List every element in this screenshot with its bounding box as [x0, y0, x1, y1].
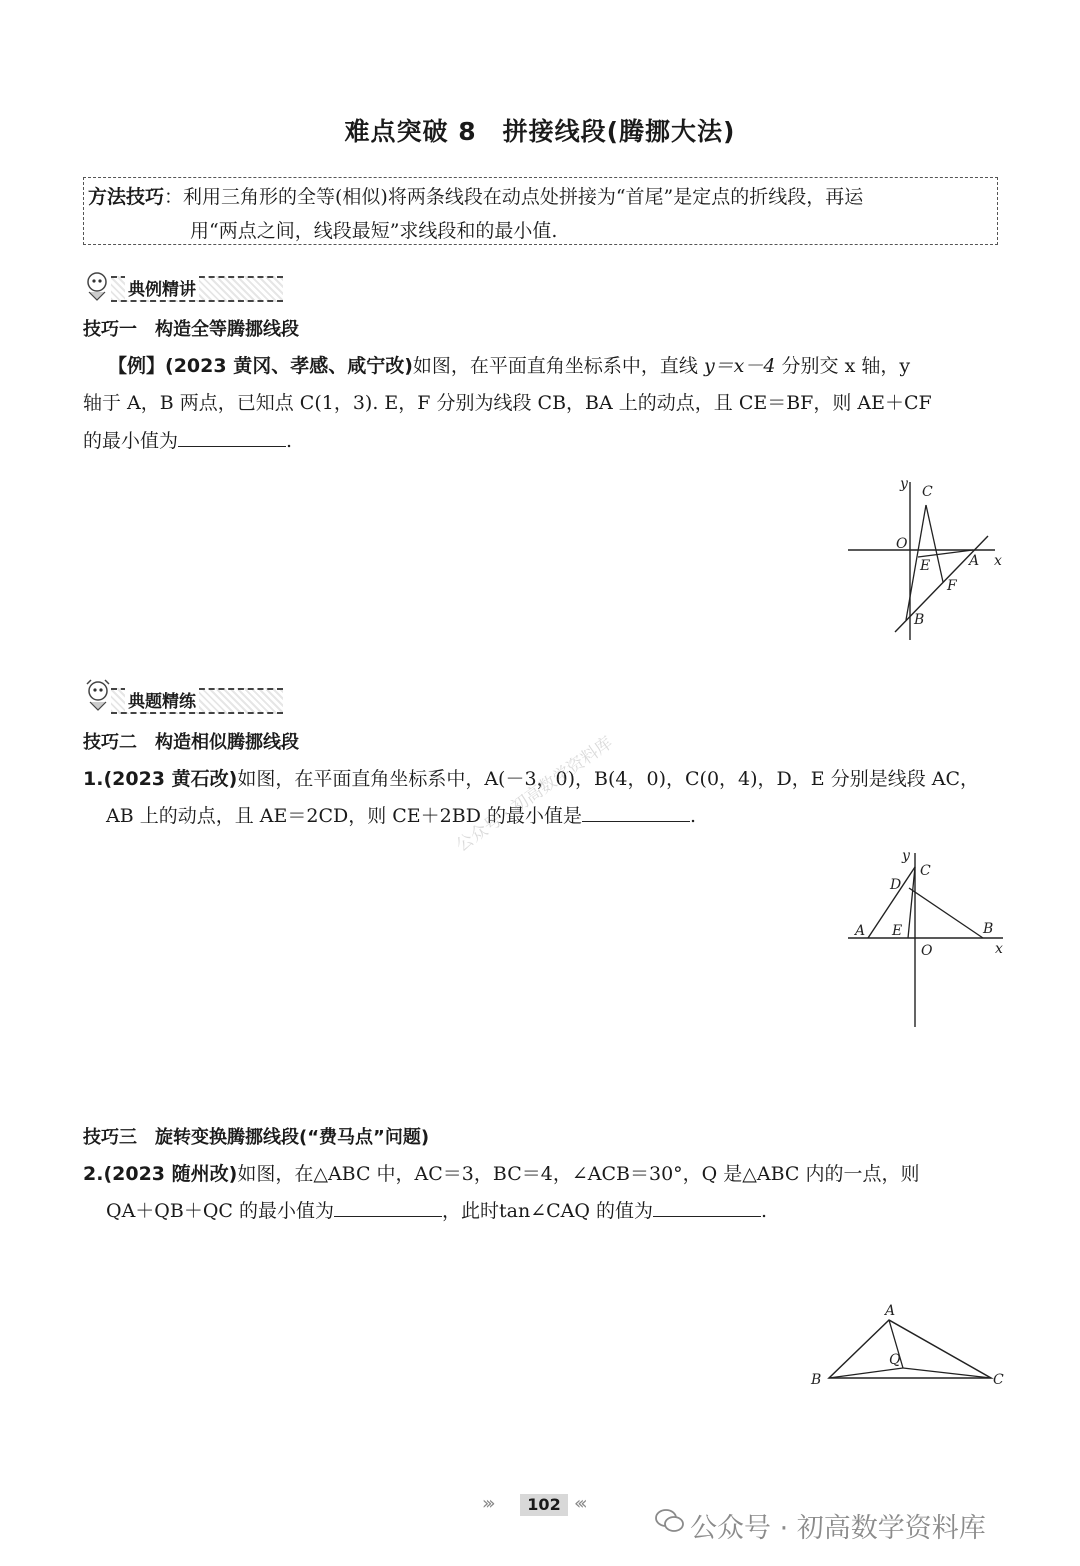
- label-e: E: [892, 923, 903, 939]
- q1-source: (2023 黄石改): [103, 768, 238, 790]
- skill-two-heading: 技巧二 构造相似腾挪线段: [83, 732, 299, 753]
- method-text-1: ：利用三角形的全等(相似)将两条线段在动点处拼接为“首尾”是定点的折线段，再运: [164, 186, 864, 208]
- label-x: x: [994, 553, 1002, 569]
- segment-qb: [829, 1368, 903, 1378]
- example-text-1a: 如图，在平面直角坐标系中，直线: [412, 355, 704, 377]
- banner-examples-label: 典例精讲: [125, 275, 199, 300]
- label-q: Q: [889, 1352, 901, 1368]
- q2-line-2: [106, 1193, 767, 1230]
- segment-qc: [903, 1368, 991, 1378]
- answer-blank: [582, 803, 690, 822]
- label-b: B: [914, 612, 925, 628]
- q1-figure: [840, 845, 1015, 1030]
- q1-number: 1.: [83, 768, 104, 790]
- answer-blank: [653, 1198, 761, 1217]
- q2-end: .: [761, 1200, 768, 1222]
- mascot-icon: [83, 270, 113, 302]
- example-line-2: 轴于 A，B 两点，已知点 C(1，3). E，F 分别为线段 CB，BA 上的动点，且 CE＝BF，则 AE＋CF: [83, 392, 932, 414]
- wechat-icon: [655, 1508, 685, 1534]
- method-label: 方法技巧: [88, 186, 165, 208]
- label-e: E: [920, 558, 931, 574]
- example-line-3: [83, 423, 292, 460]
- wechat-account-label: 公众号 · 初高数学资料库: [690, 1513, 986, 1544]
- method-line-1: [88, 184, 863, 210]
- example-text-1b: 分别交 x 轴，y: [775, 355, 911, 377]
- label-b: B: [983, 921, 994, 937]
- label-d: D: [890, 877, 902, 893]
- example-end: .: [286, 430, 293, 452]
- skill-three-heading: 技巧三 旋转变换腾挪线段(“费马点”问题): [83, 1127, 430, 1148]
- page-number: 102: [520, 1494, 568, 1516]
- label-x: x: [995, 941, 1003, 957]
- answer-blank: [178, 428, 286, 447]
- example-equation: y＝x－4: [703, 355, 776, 377]
- label-a: A: [855, 923, 866, 939]
- skill-one-heading: 技巧一 构造全等腾挪线段: [83, 319, 299, 340]
- q1-line-2: [106, 798, 696, 835]
- segment-db: [909, 888, 983, 938]
- banner-exercises: [83, 682, 293, 712]
- label-o: O: [921, 943, 933, 959]
- example-text-3: 的最小值为: [83, 430, 179, 452]
- example-line-1: [108, 348, 910, 385]
- q2-number: 2.: [83, 1163, 104, 1185]
- q2-figure: [805, 1300, 1015, 1395]
- q2-text-2b: ，此时tan∠CAQ 的值为: [442, 1200, 653, 1222]
- label-c: C: [922, 484, 933, 500]
- banner-exercises-label: 典题精练: [125, 687, 199, 712]
- q1-end: .: [689, 805, 697, 827]
- label-f: F: [947, 578, 957, 594]
- watermark: 公众号 · 初高数学资料库: [452, 732, 617, 857]
- label-y: y: [902, 848, 910, 864]
- segment-ce: [908, 867, 915, 938]
- label-c: C: [920, 863, 931, 879]
- label-c: C: [993, 1372, 1004, 1388]
- label-a: A: [969, 553, 980, 569]
- q2-text-1: 如图，在△ABC 中，AC＝3，BC＝4，∠ACB＝30°，Q 是△ABC 内的一点，则: [237, 1163, 920, 1185]
- answer-blank: [334, 1198, 442, 1217]
- q2-source: (2023 随州改): [103, 1163, 238, 1185]
- method-line-2: 用“两点之间，线段最短”求线段和的最小值.: [190, 220, 558, 242]
- q2-text-2a: QA＋QB＋QC 的最小值为: [106, 1200, 334, 1222]
- example-tag: 【例】: [108, 355, 166, 377]
- footer-arrows-left: ›››: [482, 1493, 492, 1514]
- banner-examples: [83, 270, 293, 300]
- example-figure: [840, 470, 1020, 645]
- label-a: A: [885, 1303, 896, 1319]
- q1-text-2: AB 上的动点，且 AE＝2CD，则 CE＋2BD 的最小值是: [106, 805, 582, 827]
- example-source: (2023 黄冈、孝感、咸宁改): [165, 355, 413, 377]
- label-y: y: [900, 476, 908, 492]
- label-b: B: [811, 1372, 822, 1388]
- label-o: O: [896, 536, 908, 552]
- segment-ae: [918, 550, 973, 557]
- q2-line-1: [83, 1156, 920, 1193]
- page-title: 难点突破 8 拼接线段(腾挪大法): [344, 117, 736, 146]
- q1-text-1: 如图，在平面直角坐标系中，A(－3，0)，B(4，0)，C(0，4)，D，E 分别是线段 AC，: [237, 768, 979, 790]
- footer-arrows-right: ‹‹‹: [574, 1493, 584, 1514]
